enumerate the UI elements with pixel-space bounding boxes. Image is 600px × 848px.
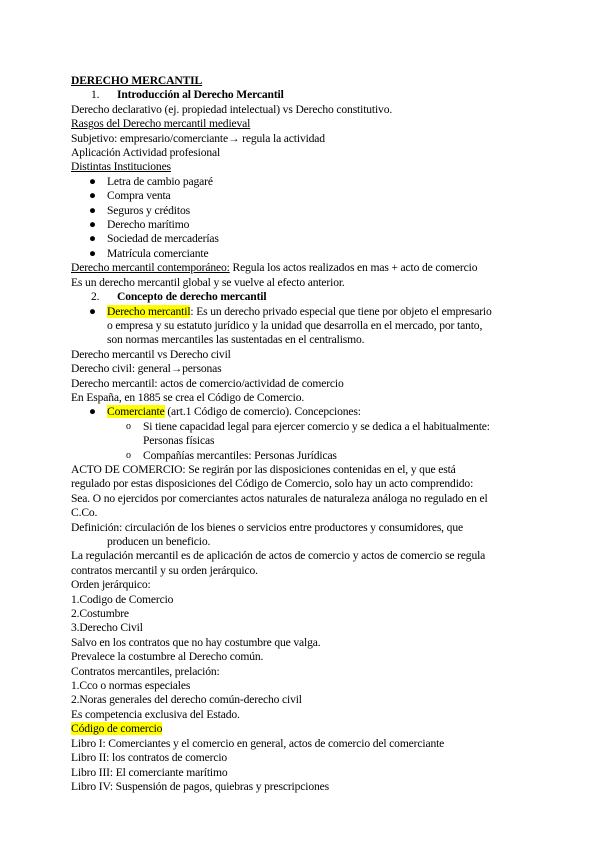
paragraph: Derecho mercantil vs Derecho civil bbox=[71, 347, 231, 361]
paragraph: Subjetivo: empresario/comerciante→ regula la actividad bbox=[71, 131, 325, 145]
paragraph: Aplicación Actividad profesional bbox=[71, 146, 221, 160]
bullet-icon: ● bbox=[89, 189, 96, 203]
list-item-continuation: o empresa y su estatuto jurídico y la unidad que desarrolla en el mercado, por tanto, bbox=[107, 318, 483, 332]
document-title: DERECHO MERCANTIL bbox=[71, 74, 203, 87]
paragraph: ACTO DE COMERCIO: Se regirán por las disposiciones contenidas en el, y que está bbox=[71, 462, 456, 476]
paragraph: contratos mercantil y su orden jerárquico. bbox=[71, 563, 258, 577]
list-item: ● Matrícula comerciante bbox=[89, 246, 209, 260]
bullet-icon: ● bbox=[89, 174, 96, 188]
bullet-icon: ● bbox=[89, 232, 96, 246]
paragraph: Es un derecho mercantil global y se vuelve al efecto anterior. bbox=[71, 275, 345, 289]
bullet-icon: ● bbox=[89, 218, 96, 232]
paragraph: La regulación mercantil es de aplicación de actos de comercio y actos de comercio se regula bbox=[71, 549, 486, 563]
bullet-icon: ● bbox=[89, 246, 96, 260]
paragraph: Contratos mercantiles, prelación: bbox=[71, 664, 220, 678]
document-body bbox=[71, 74, 531, 794]
section-heading-1: 1. Introducción al Derecho Mercantil bbox=[91, 88, 284, 102]
paragraph: Es competencia exclusiva del Estado. bbox=[71, 707, 240, 721]
sub-list-item: o Compañías mercantiles: Personas Jurídicas bbox=[126, 448, 337, 462]
bullet-icon: ● bbox=[89, 203, 96, 217]
list-item: 2.Costumbre bbox=[71, 607, 129, 621]
paragraph: Orden jerárquico: bbox=[71, 578, 151, 592]
list-item: ● Sociedad de mercaderías bbox=[89, 232, 219, 246]
list-item: ● Comerciante (art.1 Código de comercio). Concepciones: bbox=[89, 405, 361, 419]
circle-bullet-icon: o bbox=[126, 420, 131, 432]
sub-list-item: o Si tiene capacidad legal para ejercer comercio y se dedica a el habitualmente: bbox=[126, 419, 490, 433]
bullet-icon: ● bbox=[89, 405, 96, 419]
subheading: Rasgos del Derecho mercantil medieval bbox=[71, 117, 251, 131]
list-item: Libro IV: Suspensión de pagos, quiebras y prescripciones bbox=[71, 779, 329, 793]
list-item: Libro I: Comerciantes y el comercio en general, actos de comercio del comerciante bbox=[71, 736, 445, 750]
list-item: 1.Codigo de Comercio bbox=[71, 592, 174, 606]
paragraph: Derecho declarativo (ej. propiedad intelectual) vs Derecho constitutivo. bbox=[71, 102, 393, 116]
paragraph: Derecho civil: general→personas bbox=[71, 362, 222, 376]
list-item: ● Letra de cambio pagaré bbox=[89, 174, 213, 188]
section-heading-2: 2. Concepto de derecho mercantil bbox=[91, 290, 267, 304]
paragraph: Derecho mercantil: actos de comercio/actividad de comercio bbox=[71, 376, 344, 390]
list-item: ● Derecho mercantil: Es un derecho privado especial que tiene por objeto el empresario bbox=[89, 304, 492, 318]
sub-list-item-continuation: Personas físicas bbox=[143, 434, 215, 448]
list-item: ● Seguros y créditos bbox=[89, 203, 190, 217]
paragraph: Salvo en los contratos que no hay costumbre que valga. bbox=[71, 635, 321, 649]
list-item: Libro II: los contratos de comercio bbox=[71, 751, 228, 765]
paragraph: Sea. O no ejercidos por comerciantes actos naturales de naturaleza análoga no regulado en el bbox=[71, 491, 488, 505]
circle-bullet-icon: o bbox=[126, 449, 131, 461]
list-item: 3.Derecho Civil bbox=[71, 621, 143, 635]
list-item: ● Derecho marítimo bbox=[89, 218, 190, 232]
paragraph: producen un beneficio. bbox=[107, 535, 211, 548]
subheading: Distintas Instituciones bbox=[71, 160, 171, 174]
list-item-continuation: son normas mercantiles las sustentadas en el centralismo. bbox=[107, 333, 365, 347]
list-item: Libro III: El comerciante marítimo bbox=[71, 765, 228, 779]
list-item: ● Compra venta bbox=[89, 189, 171, 203]
paragraph: regulado por estas disposiciones del Código de Comercio, solo hay un acto comprendido: bbox=[71, 477, 474, 491]
paragraph: Prevalece la costumbre al Derecho común. bbox=[71, 650, 264, 664]
list-item: 1.Cco o normas especiales bbox=[71, 679, 191, 693]
paragraph: En España, en 1885 se crea el Código de Comercio. bbox=[71, 390, 305, 404]
bullet-icon: ● bbox=[89, 304, 96, 318]
subheading: Código de comercio bbox=[71, 722, 163, 736]
paragraph: Derecho mercantil contemporáneo: Regula los actos realizados en mas + acto de comercio bbox=[71, 261, 478, 275]
list-item: 2.Noras generales del derecho común-derecho civil bbox=[71, 693, 302, 707]
paragraph: C.Co. bbox=[71, 506, 98, 520]
paragraph: Definición: circulación de los bienes o servicios entre productores y consumidores, que bbox=[71, 520, 463, 534]
